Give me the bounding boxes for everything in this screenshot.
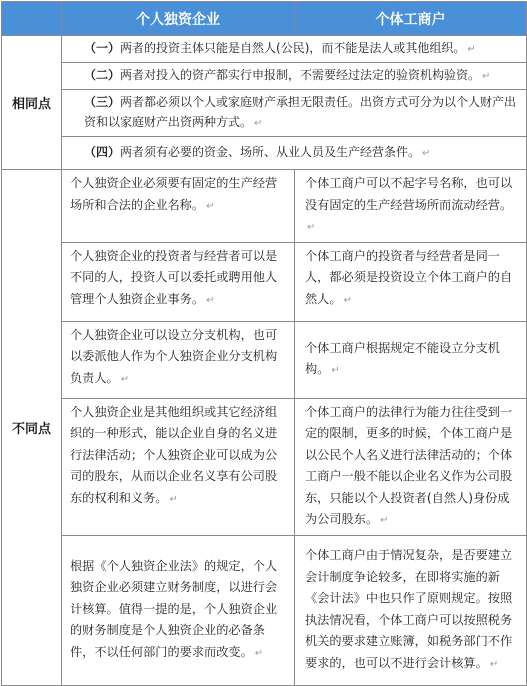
diff-cell-sole-proprietorship: [62, 535, 295, 685]
paragraph-mark: ↵: [331, 365, 340, 376]
same-item-text: 两者都必须以个人或家庭财产承担无限责任。出资方式可分为以个人财产出资和以家庭财产出资两种方式。: [84, 95, 517, 129]
diff-row: [2, 170, 527, 243]
diff-cell-individual-business: [295, 321, 527, 398]
paragraph-mark: ↵: [120, 373, 130, 385]
same-label: 相同点: [2, 36, 62, 170]
comparison-table: [1, 1, 527, 686]
paragraph-mark: ↵: [254, 118, 263, 129]
paragraph-mark: ↵: [467, 44, 476, 55]
diff-cell-sole-proprietorship: [62, 242, 295, 321]
diff-text: 个人独资企业是其他组织或其它经济组织的一种形式，能以企业自身的名义进行法律活动；个人独资企业可以成为公司的股东，从而以企业名义享有公司股东的权利和义务。: [70, 404, 278, 505]
diff-text: 个体工商户可以不起字号名称，也可以没有固定的生产经营场所而流动经营。: [305, 176, 513, 212]
same-item-number: （二）: [84, 68, 121, 82]
diff-cell-individual-business: [295, 398, 527, 535]
paragraph-mark: ↵: [380, 515, 389, 526]
same-item: [62, 137, 527, 170]
same-item-text: 两者的投资主体只能是自然人(公民)，而不能是法人或其他组织。: [120, 41, 466, 55]
same-item-text: 两者对投入的资产都实行申报制，不需要经过法定的验资机构验资。: [120, 68, 481, 82]
paragraph-mark: ↵: [489, 658, 499, 670]
paragraph-mark: ↵: [422, 148, 431, 159]
diff-text: 个人独资企业可以设立分支机构，也可以委派他人作为个人独资企业分支机构负责人。: [70, 327, 278, 385]
same-row: [2, 137, 527, 170]
same-item: [62, 36, 527, 63]
diff-text: 个体工商户由于情况复杂，是否要建立会计制度争论较多，在即将实施的新《会计法》中也只作了原则规定。按照执法情况看，个体工商户可以按照税务机关的要求建立账簿，如税务部门不作要求的，也可以不进行会计核算。: [305, 548, 513, 670]
header-corner: [2, 2, 62, 36]
same-item: [62, 63, 527, 90]
paragraph-mark: ↵: [206, 200, 215, 212]
diff-label: 不同点: [2, 170, 62, 686]
paragraph-mark: ↵: [482, 71, 491, 82]
same-row: [2, 63, 527, 90]
diff-text: 个人独资企业的投资者与经营者可以是不同的人，投资人可以委托或聘用他人管理个人独资企业事务。: [70, 248, 278, 306]
diff-row: [2, 398, 527, 535]
diff-row: [2, 242, 527, 321]
diff-text: 个体工商户的法律行为能力往往受到一定的限制，更多的时候，个体工商户是以公民个人名义进行法律活动的；个体工商户一般不能以企业名义作为公司股东，只能以个人投资者(自然人)身份成为公司股东。: [305, 404, 513, 526]
header-individual-business: 个体工商户: [295, 2, 527, 36]
same-item: [62, 90, 527, 137]
paragraph-mark: ↵: [254, 647, 264, 659]
diff-row: [2, 535, 527, 685]
diff-text: 个体工商户根据规定不能设立分支机构。: [305, 340, 500, 376]
diff-cell-individual-business: [295, 535, 527, 685]
diff-text: 根据《个人独资企业法》的规定，个人独资企业必须建立财务制度，以进行会计核算。值得一提的是，个人独资企业的财务制度是个人独资企业的必备条件，不以任何部门的要求而改变。: [70, 558, 278, 659]
paragraph-mark: ↵: [307, 222, 316, 233]
same-item-number: （一）: [84, 41, 121, 55]
diff-text: 个人独资企业必须要有固定的生产经营场所和合法的企业名称。: [70, 176, 278, 212]
same-row: [2, 36, 527, 63]
diff-cell-sole-proprietorship: [62, 321, 295, 398]
header-sole-proprietorship: 个人独资企业: [62, 2, 295, 36]
same-item-number: （四）: [84, 145, 121, 159]
paragraph-mark: ↵: [343, 294, 352, 306]
diff-cell-sole-proprietorship: [62, 398, 295, 535]
same-item-number: （三）: [84, 95, 121, 109]
paragraph-mark: ↵: [206, 294, 215, 306]
same-row: [2, 90, 527, 137]
diff-cell-sole-proprietorship: [62, 170, 295, 243]
paragraph-mark: ↵: [169, 493, 178, 505]
header-row: [2, 2, 527, 36]
diff-cell-individual-business: [295, 170, 527, 243]
diff-cell-individual-business: [295, 242, 527, 321]
diff-row: [2, 321, 527, 398]
diff-text: 个体工商户的投资者与经营者是同一人，都必须是投资设立个体工商户的自然人。: [305, 248, 513, 306]
same-item-text: 两者须有必要的资金、场所、从业人员及生产经营条件。: [120, 145, 421, 159]
